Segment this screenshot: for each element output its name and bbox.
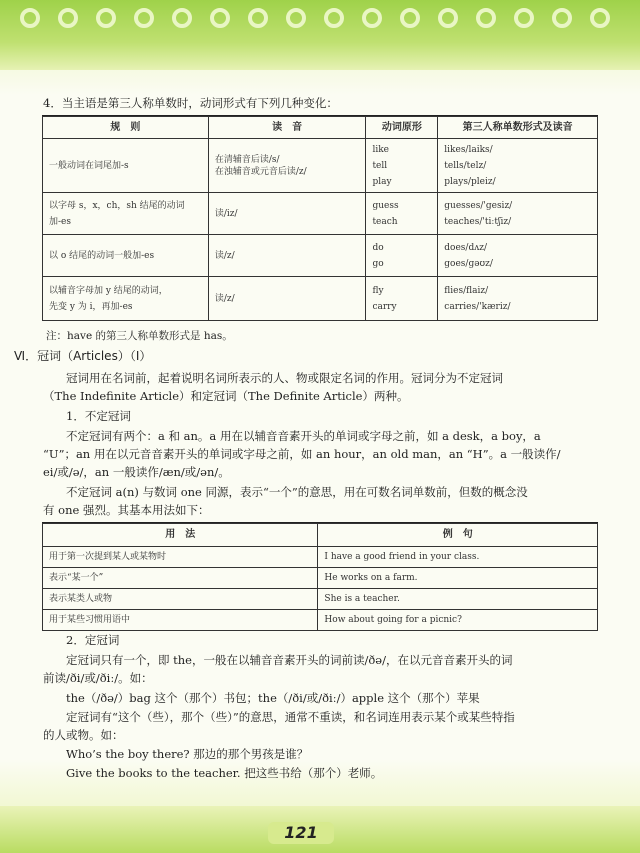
ring-decoration bbox=[210, 8, 230, 28]
ring-decoration bbox=[514, 8, 534, 28]
top-decorative-band bbox=[0, 0, 640, 70]
sub1-para2-line: 有 one 强烈。其基本用法如下： bbox=[43, 503, 210, 517]
table-row bbox=[43, 610, 598, 631]
page-number: 121 bbox=[284, 823, 318, 842]
ring-decoration bbox=[400, 8, 420, 28]
example-cell: I have a good friend in your class. bbox=[318, 547, 598, 568]
base-cell: fly carry bbox=[366, 277, 438, 321]
ring-decoration bbox=[134, 8, 154, 28]
example-cell: How about going for a picnic? bbox=[318, 610, 598, 631]
header-usage: 用 法 bbox=[43, 524, 318, 547]
example-cell: He works on a farm. bbox=[318, 568, 598, 589]
header-pronunciation: 读 音 bbox=[208, 117, 366, 139]
intro-line: （The Indefinite Article）和定冠词（The Definite Article）两种。 bbox=[43, 389, 409, 403]
usage-cell: 用于第一次提到某人或某物时 bbox=[43, 547, 318, 568]
table-row bbox=[43, 277, 598, 321]
section6-heading: Ⅵ．冠词（Articles）（Ⅰ） bbox=[14, 349, 152, 363]
table-row bbox=[43, 139, 598, 193]
ring-decoration bbox=[438, 8, 458, 28]
table-row bbox=[43, 547, 598, 568]
base-cell: like tell play bbox=[366, 139, 438, 193]
sub1-heading: 1．不定冠词 bbox=[66, 409, 131, 423]
third-cell: flies/flaiz/ carries/'kæriz/ bbox=[438, 277, 598, 321]
ring-decoration bbox=[96, 8, 116, 28]
ring-decoration bbox=[590, 8, 610, 28]
header-base-form: 动词原形 bbox=[366, 117, 438, 139]
header-third-person: 第三人称单数形式及读音 bbox=[438, 117, 598, 139]
table-row bbox=[43, 589, 598, 610]
ring-decoration bbox=[324, 8, 344, 28]
rule-cell: 以 o 结尾的动词一般加-es bbox=[43, 235, 209, 277]
sub1-para-line: 不定冠词有两个：a 和 an。a 用在以辅音音素开头的单词或字母之前，如 a desk，a boy，a bbox=[66, 429, 541, 443]
example-cell: She is a teacher. bbox=[318, 589, 598, 610]
sub2-example-sentence: Give the books to the teacher. 把这些书给（那个）老师。 bbox=[66, 766, 383, 780]
sub1-para-line: ei/或/ə/，an 一般读作/æn/或/ən/。 bbox=[43, 465, 230, 479]
ring-decoration bbox=[58, 8, 78, 28]
rule-cell: 以辅音字母加 y 结尾的动词， 先变 y 为 i，再加-es bbox=[43, 277, 209, 321]
sub2-heading: 2．定冠词 bbox=[66, 633, 120, 647]
sub2-para-line: 前读/ði/或/ðiː/。如： bbox=[43, 671, 153, 685]
base-cell: guess teach bbox=[366, 193, 438, 235]
ring-decoration bbox=[476, 8, 496, 28]
pron-cell: 读/z/ bbox=[208, 277, 366, 321]
indefinite-article-usage-table bbox=[42, 523, 598, 631]
sub2-example: the（/ðə/）bag 这个（那个）书包；the（/ði/或/ðiː/）apple 这个（那个）苹果 bbox=[66, 691, 480, 705]
ring-decoration bbox=[20, 8, 40, 28]
sub2-para2-line: 定冠词有“这个（些），那个（些）”的意思，通常不重读，和名词连用表示某个或某些特指 bbox=[66, 710, 515, 724]
third-cell: likes/laiks/ tells/telz/ plays/pleiz/ bbox=[438, 139, 598, 193]
table-row bbox=[43, 235, 598, 277]
section4-heading: 4．当主语是第三人称单数时，动词形式有下列几种变化： bbox=[43, 96, 338, 110]
table-header-row bbox=[43, 524, 598, 547]
header-rule: 规 则 bbox=[43, 117, 209, 139]
third-cell: guesses/'gesiz/ teaches/'tiːtʃiz/ bbox=[438, 193, 598, 235]
pron-cell: 读/z/ bbox=[208, 235, 366, 277]
ring-decoration bbox=[286, 8, 306, 28]
ring-decoration bbox=[248, 8, 268, 28]
table-row bbox=[43, 193, 598, 235]
third-cell: does/dʌz/ goes/ɡəʊz/ bbox=[438, 235, 598, 277]
ring-decoration bbox=[362, 8, 382, 28]
ring-decoration bbox=[172, 8, 192, 28]
usage-cell: 表示“某一个” bbox=[43, 568, 318, 589]
usage-cell: 表示某类人或物 bbox=[43, 589, 318, 610]
usage-cell: 用于某些习惯用语中 bbox=[43, 610, 318, 631]
table-row bbox=[43, 568, 598, 589]
table-header-row bbox=[43, 117, 598, 139]
verb-forms-table bbox=[42, 116, 598, 321]
rule-cell: 一般动词在词尾加-s bbox=[43, 139, 209, 193]
sub2-para-line: 定冠词只有一个，即 the，一般在以辅音音素开头的词前读/ðə/，在以元音音素开头的词 bbox=[66, 653, 513, 667]
rule-cell: 以字母 s，x，ch，sh 结尾的动词 加-es bbox=[43, 193, 209, 235]
sub1-para2-line: 不定冠词 a(n) 与数词 one 同源，表示“一个”的意思，用在可数名词单数前，但数的概念没 bbox=[66, 485, 528, 499]
ring-decoration bbox=[552, 8, 572, 28]
header-example: 例 句 bbox=[318, 524, 598, 547]
intro-line: 冠词用在名词前，起着说明名词所表示的人、物或限定名词的作用。冠词分为不定冠词 bbox=[66, 371, 503, 385]
sub1-para-line: “U”；an 用在以元音音素开头的单词或字母之前，如 an hour，an old man，an “H”。a 一般读作/ bbox=[43, 447, 561, 461]
section4-note: 注：have 的第三人称单数形式是 has。 bbox=[46, 330, 233, 342]
pron-cell: 读/iz/ bbox=[208, 193, 366, 235]
sub2-example-sentence: Who’s the boy there? 那边的那个男孩是谁？ bbox=[66, 747, 309, 761]
sub2-para2-line: 的人或物。如： bbox=[43, 728, 124, 742]
base-cell: do go bbox=[366, 235, 438, 277]
pron-cell: 在清辅音后读/s/ 在浊辅音或元音后读/z/ bbox=[208, 139, 366, 193]
